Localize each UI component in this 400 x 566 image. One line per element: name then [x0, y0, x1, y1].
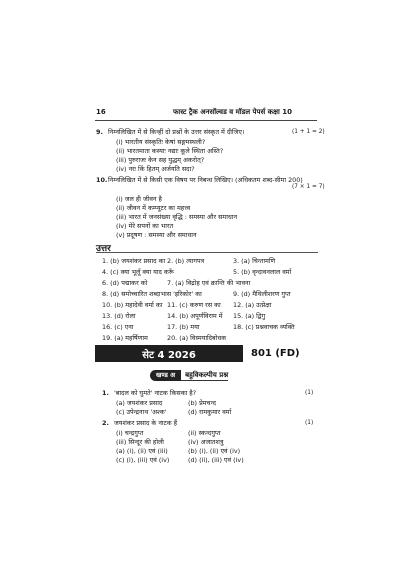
q10-number: 10. — [96, 176, 108, 184]
mcq2-item: (i) चन्द्रगुप्त — [116, 429, 144, 437]
q9-item: (i) भारतीय संस्कृतिः केषां सङ्गमस्थली? — [116, 138, 206, 146]
answer-item: 8. (d) समोच्चारित शब्दाभास 'इरिकोर' का — [102, 290, 202, 298]
answer-item: 2. (b) त्यागपत्र — [167, 257, 205, 265]
q9-marks: (1 + 1 = 2) — [292, 129, 325, 135]
mcq2-item: (iv) अजातशत्रु — [188, 438, 224, 446]
mcq1-option: (b) प्रेमचन्द — [188, 399, 216, 407]
mcq2-marks: (1) — [305, 420, 314, 426]
answer-item: 6. (d) पद्माकर को — [102, 279, 148, 287]
q9-number: 9. — [96, 128, 103, 136]
mcq1-option: (c) उपेन्द्रनाथ 'अश्क' — [116, 408, 167, 416]
mcq2-text: जयशंकर प्रसाद के नाटक हैं — [114, 419, 178, 427]
answer-item: 7. (a) विद्रोह एवं क्रान्ति की भावना — [167, 279, 251, 287]
q9-item: (iii) पुरुराजः केन सह युद्धम् अकरोत्? — [116, 156, 205, 164]
running-header: फास्ट ट्रैक अनसॉल्वड व मॉडल पेपर्स कक्षा 10 — [173, 108, 293, 116]
mcq1-number: 1. — [102, 389, 109, 397]
answer-item: 17. (b) मया — [167, 323, 200, 331]
q10-item: (ii) जीवन में कम्प्यूटर का महत्त्व — [116, 204, 191, 212]
answers-heading: उत्तर — [96, 244, 111, 254]
set-banner — [95, 345, 317, 362]
answer-item: 1. (b) जयशंकर प्रसाद का — [102, 257, 166, 265]
answer-item: 5. (b) वृन्दावनलाल वर्मा — [233, 268, 292, 276]
answer-item: 9. (d) मैथिलीशरण गुप्त — [233, 290, 291, 298]
answer-item: 20. (a) विस्मयादिबोधक — [167, 334, 227, 342]
set-title: सेट 4 2026 — [95, 345, 243, 362]
page-number: 16 — [96, 108, 106, 116]
q10-item: (i) जल ही जीवन है — [116, 195, 162, 203]
answer-item: 12. (a) उत्प्रेक्षा — [233, 301, 272, 309]
mcq2-item: (ii) स्कन्दगुप्त — [188, 429, 221, 437]
q10-item: (iii) भारत में जनसंख्या वृद्धि : समस्या और समाधान — [116, 213, 238, 221]
answer-item: 3. (a) चिन्तामणि — [233, 257, 276, 265]
q10-marks: (7 × 1 = 7) — [292, 184, 325, 190]
mcq2-number: 2. — [102, 419, 109, 427]
section-label: खण्ड अ — [150, 370, 181, 381]
header-rule — [95, 120, 317, 121]
q10-item: (iv) मेरे सपनों का भारत — [116, 222, 174, 230]
answer-item: 19. (a) महर्षिणाम — [102, 334, 148, 342]
set-code: 801 (FD) — [251, 348, 300, 359]
q10-item: (v) प्रदूषण : समस्या और समाधान — [116, 231, 197, 239]
answer-item: 11. (c) करुण रस का — [167, 301, 221, 309]
mcq1-text: 'बादल को घुमते' नाटक किसका है? — [114, 389, 197, 397]
mcq2-option: (b) (i), (ii) एवं (iv) — [188, 447, 241, 455]
answer-item: 10. (b) महादेवी वर्मा का — [102, 301, 163, 309]
section-heading — [150, 370, 228, 381]
answer-item: 15. (a) द्विगु — [233, 312, 266, 320]
answers-rule — [96, 252, 318, 253]
answer-item: 4. (c) क्या भूलूँ क्या याद करूँ — [102, 268, 174, 276]
section-title: बहुविकल्पीय प्रश्न — [181, 370, 228, 381]
mcq1-option: (a) जयशंकर प्रसाद — [116, 399, 163, 407]
mcq2-item: (iii) सिन्दूर की होली — [116, 438, 164, 446]
answer-item: 16. (c) एना — [102, 323, 134, 331]
q9-text: निम्नलिखित में से किन्हीं दो प्रश्नों के उत्तर संस्कृत में दीजिए। — [108, 128, 245, 136]
mcq2-option: (c) (i), (iii) एवं (iv) — [116, 456, 170, 464]
mcq2-option: (d) (ii), (iii) एवं (iv) — [188, 456, 244, 464]
q9-item: (iv) नरः किं हितम् अर्जयति सदा? — [116, 165, 195, 173]
q9-item: (ii) भारतमाता कस्याः नद्याः कूले स्थिता अस्ति? — [116, 147, 224, 155]
answer-item: 14. (b) अपूर्णविराम में — [167, 312, 223, 320]
q10-text: निम्नलिखित में से किसी एक विषय पर निबन्ध लिखिए। (अधिकतम शब्द-सीमा 200) — [108, 176, 303, 184]
answer-item: 18. (c) प्रश्नवाचक व्यक्ति — [233, 323, 295, 331]
answer-item: 13. (d) रोला — [102, 312, 136, 320]
mcq2-option: (a) (i), (ii) एवं (iii) — [116, 447, 168, 455]
mcq1-option: (d) रामकुमार वर्मा — [188, 408, 232, 416]
mcq1-marks: (1) — [305, 390, 314, 396]
